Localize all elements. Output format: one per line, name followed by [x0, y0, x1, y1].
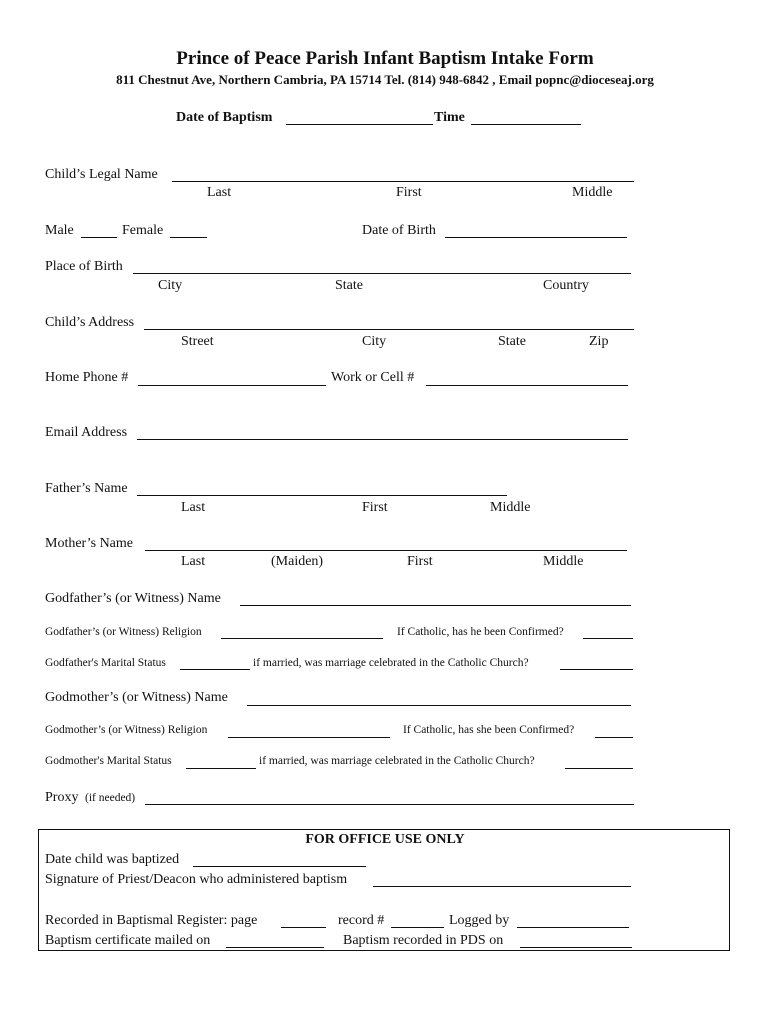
date-baptized-label: Date child was baptized — [45, 852, 180, 867]
child-name-sub-middle: Middle — [572, 185, 613, 200]
register-page-field[interactable] — [281, 927, 326, 928]
logged-by-field[interactable] — [517, 927, 629, 928]
mother-name-field[interactable] — [145, 550, 627, 551]
home-phone-field[interactable] — [138, 385, 326, 386]
father-sub-middle: Middle — [490, 500, 531, 515]
male-field[interactable] — [81, 237, 117, 238]
register-page-label: Recorded in Baptismal Register: page — [45, 913, 258, 928]
female-label: Female — [122, 223, 164, 238]
godfather-name-field[interactable] — [240, 605, 631, 606]
birthplace-sub-country: Country — [543, 278, 589, 293]
godmother-married-label: if married, was marriage celebrated in the Catholic Church? — [259, 755, 535, 767]
godmother-confirmed-label: If Catholic, has she been Confirmed? — [403, 724, 575, 736]
signature-label: Signature of Priest/Deacon who administered baptism — [45, 872, 348, 887]
godmother-religion-label: Godmother’s (or Witness) Religion — [45, 724, 208, 736]
godfather-confirmed-label: If Catholic, has he been Confirmed? — [397, 626, 564, 638]
godfather-married-field[interactable] — [560, 669, 633, 670]
baptism-date-field[interactable] — [286, 124, 433, 125]
godfather-name-label: Godfather’s (or Witness) Name — [45, 591, 221, 606]
dob-field[interactable] — [445, 237, 627, 238]
birthplace-label: Place of Birth — [45, 259, 123, 274]
father-sub-first: First — [362, 500, 388, 515]
certificate-mailed-label: Baptism certificate mailed on — [45, 933, 211, 948]
godmother-confirmed-field[interactable] — [595, 737, 633, 738]
child-address-sub-city: City — [362, 334, 387, 349]
proxy-note: (if needed) — [85, 792, 136, 804]
dob-label: Date of Birth — [362, 223, 436, 238]
godmother-religion-field[interactable] — [228, 737, 390, 738]
godfather-married-label: if married, was marriage celebrated in the Catholic Church? — [253, 657, 529, 669]
mother-sub-maiden: (Maiden) — [271, 554, 324, 569]
female-field[interactable] — [170, 237, 207, 238]
child-name-field[interactable] — [172, 181, 634, 182]
godfather-marital-label: Godfather's Marital Status — [45, 657, 166, 669]
child-address-sub-street: Street — [181, 334, 214, 349]
godmother-married-field[interactable] — [565, 768, 633, 769]
signature-field[interactable] — [373, 886, 631, 887]
birthplace-sub-city: City — [158, 278, 183, 293]
father-name-field[interactable] — [137, 495, 507, 496]
godfather-religion-field[interactable] — [221, 638, 383, 639]
godmother-name-field[interactable] — [247, 705, 631, 706]
email-label: Email Address — [45, 425, 128, 440]
godmother-marital-label: Godmother's Marital Status — [45, 755, 172, 767]
child-name-label: Child’s Legal Name — [45, 167, 158, 182]
work-phone-label: Work or Cell # — [331, 370, 415, 385]
record-number-field[interactable] — [391, 927, 444, 928]
certificate-mailed-field[interactable] — [226, 947, 324, 948]
home-phone-label: Home Phone # — [45, 370, 129, 385]
father-name-label: Father’s Name — [45, 481, 128, 496]
proxy-field[interactable] — [145, 804, 634, 805]
baptism-time-label: Time — [434, 110, 465, 125]
godfather-marital-field[interactable] — [180, 669, 250, 670]
work-phone-field[interactable] — [426, 385, 628, 386]
mother-sub-first: First — [407, 554, 433, 569]
male-label: Male — [45, 223, 74, 238]
proxy-label: Proxy — [45, 790, 79, 805]
mother-name-label: Mother’s Name — [45, 536, 133, 551]
godmother-name-label: Godmother’s (or Witness) Name — [45, 690, 228, 705]
baptism-date-label: Date of Baptism — [176, 110, 273, 125]
form-title: Prince of Peace Parish Infant Baptism Intake Form — [176, 48, 594, 69]
pds-recorded-label: Baptism recorded in PDS on — [343, 933, 504, 948]
mother-sub-last: Last — [181, 554, 206, 569]
child-name-sub-first: First — [396, 185, 422, 200]
record-number-label: record # — [338, 913, 385, 928]
email-field[interactable] — [137, 439, 628, 440]
parish-address: 811 Chestnut Ave, Northern Cambria, PA 15714 Tel. (814) 948-6842 , Email popnc@dioceseaj.org — [116, 72, 654, 87]
child-address-label: Child’s Address — [45, 315, 135, 330]
mother-sub-middle: Middle — [543, 554, 584, 569]
child-name-sub-last: Last — [207, 185, 232, 200]
godmother-marital-field[interactable] — [186, 768, 256, 769]
father-sub-last: Last — [181, 500, 206, 515]
godfather-confirmed-field[interactable] — [583, 638, 633, 639]
baptism-time-field[interactable] — [471, 124, 581, 125]
child-address-sub-state: State — [498, 334, 526, 349]
child-address-field[interactable] — [144, 329, 634, 330]
logged-by-label: Logged by — [449, 913, 510, 928]
date-baptized-field[interactable] — [193, 866, 366, 867]
godfather-religion-label: Godfather’s (or Witness) Religion — [45, 626, 202, 638]
child-address-sub-zip: Zip — [589, 334, 609, 349]
birthplace-sub-state: State — [335, 278, 363, 293]
birthplace-field[interactable] — [133, 273, 631, 274]
pds-recorded-field[interactable] — [520, 947, 632, 948]
office-use-title: FOR OFFICE USE ONLY — [305, 832, 465, 847]
